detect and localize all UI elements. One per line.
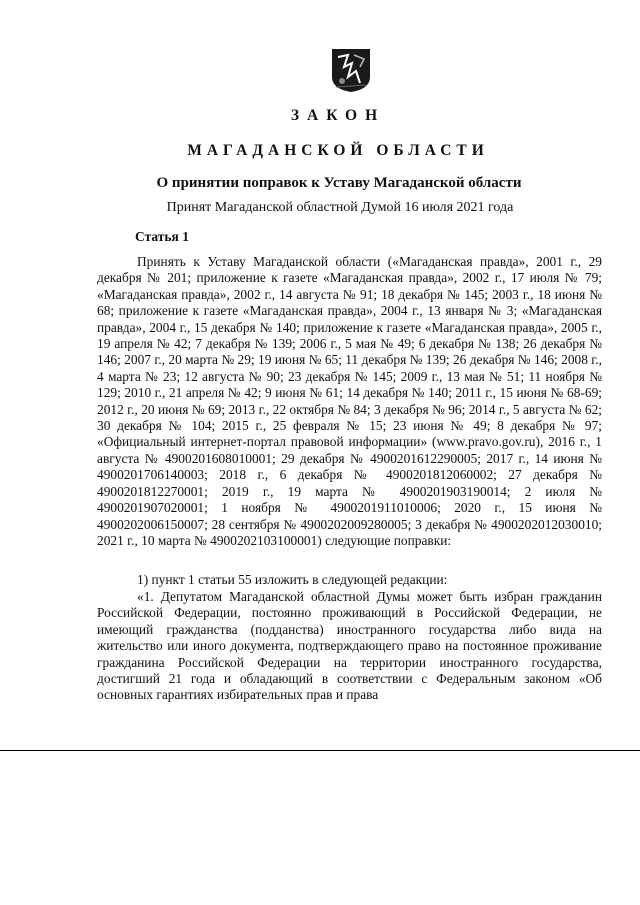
page-divider bbox=[0, 750, 640, 751]
document-heading: О принятии поправок к Уставу Магаданской области bbox=[156, 175, 522, 191]
amendment-item: 1) пункт 1 статьи 55 изложить в следующей редакции: bbox=[137, 572, 448, 587]
article-label: Статья 1 bbox=[135, 229, 189, 244]
amendment-quote: «1. Депутатом Магаданской областной Думы может быть избран гражданин Российской Федерации, постоянно проживающий в Российской Федерации, не имеющий гражданства (подданства) иностранного государства либо вида на жительство или иного документа, подтверждающего право на постоянное проживание гражданина Российской Федерации на территории иностранного государства, достигший 21 года и обладающий в соответствии с Федеральным законом «Об основных гарантиях избирательных прав и права bbox=[97, 589, 602, 703]
law-title: ЗАКОН bbox=[290, 107, 386, 124]
region-title: МАГАДАНСКОЙ ОБЛАСТИ bbox=[187, 142, 489, 159]
article-paragraph: Принять к Уставу Магаданской области («Магаданская правда», 2001 г., 29 декабря № 201; приложение к газете «Магаданская правда», 2002 г., 17 июля № 79; «Магаданская правда», 2002 г., 14 августа № 91; 18 декабря № 145; 2003 г., 18 июня № 68; приложение к газете «Магаданская правда», 2004 г., 13 января № 3; «Магаданская правда», 2004 г., 15 декабря № 140; приложение к газете «Магаданская правда», 2005 г., 19 апреля № 42; 7 декабря № 139; 2006 г., 5 мая № 49; 6 декабря № 138; 26 декабря № 146; 2007 г., 20 марта № 29; 19 июня № 65; 11 декабря № 139; 26 декабря № 146; 2008 г., 4 марта № 23; 12 августа № 90; 23 декабря № 145; 2009 г., 13 мая № 51; 11 ноября № 129; 2010 г., 21 апреля № 42; 9 июня № 61; 14 декабря № 140; 2011 г., 15 июня № 68-69; 2012 г., 20 июня № 69; 2013 г., 22 октября № 84; 3 декабря № 96; 2014 г., 5 августа № 62; 30 декабря № 104; 2015 г., 25 февраля № 15; 23 июня № 49; 8 декабря № 97; «Официальный интернет-портал правовой информации» (www.pravo.gov.ru), 2016 г., 1 августа № 4900201608010001; 29 декабря № 4900201612290005; 2017 г., 14 июня № 4900201706140003; 2018 г., 6 декабря № 4900201812060002; 27 декабря № 4900201812270001; 2019 г., 19 марта № 4900201903190014; 2 июля № 4900201907020001; 1 ноября № 4900201911010006; 2020 г., 15 июня № 4900202006150007; 28 сентября № 4900202009280005; 3 декабря № 4900202012030010; 2021 г., 10 марта № 4900202103100001) следующие поправки: bbox=[97, 254, 602, 548]
adoption-line: Принят Магаданской областной Думой 16 июля 2021 года bbox=[166, 200, 514, 215]
coat-of-arms-emblem bbox=[330, 47, 372, 93]
